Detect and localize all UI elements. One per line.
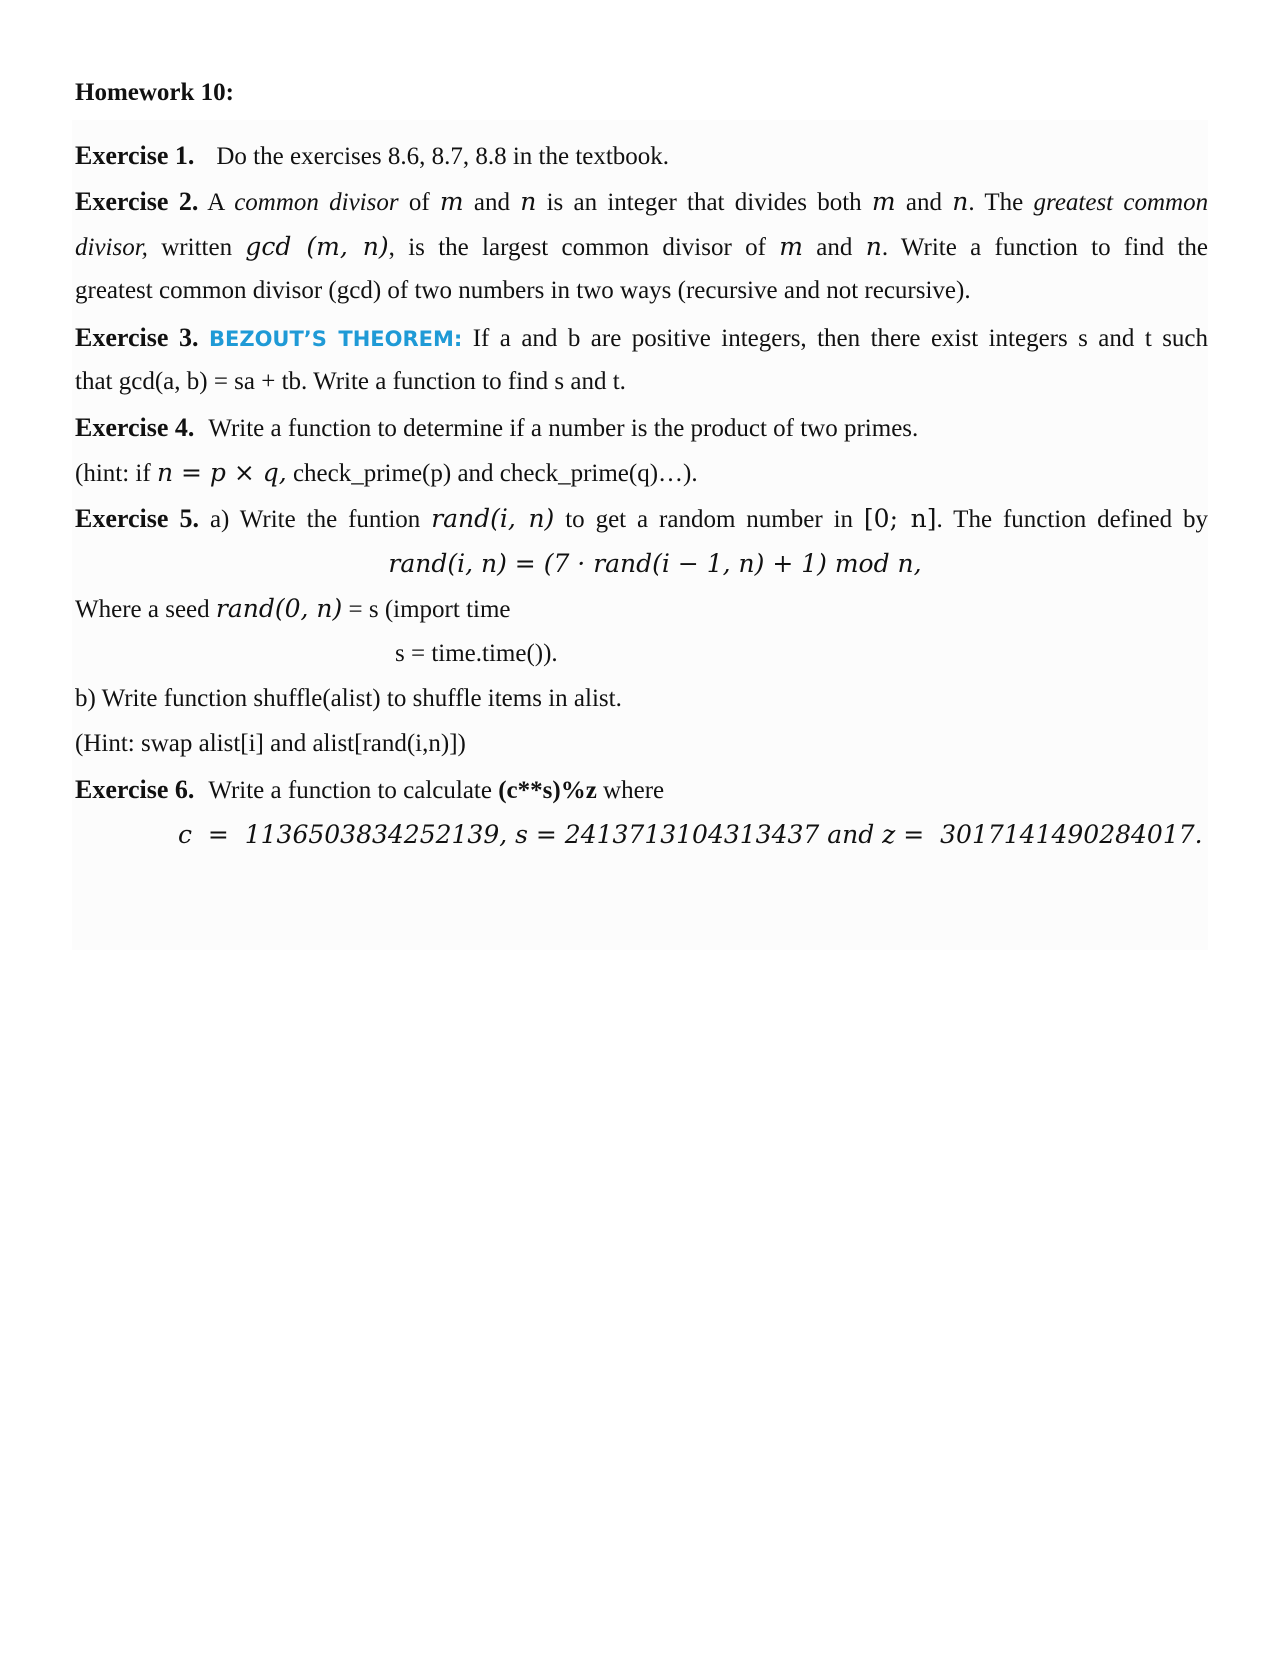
exercise-6-text: where xyxy=(603,777,665,804)
exercise-1-label: Exercise 1. xyxy=(75,141,195,170)
hint-math: n = p × q, xyxy=(156,458,287,487)
exercise-3-line-2: that gcd(a, b) = sa + tb. Write a function to find s and t. xyxy=(75,368,626,395)
exercise-4 xyxy=(75,411,1208,446)
math-m: m xyxy=(779,232,803,261)
rand-formula xyxy=(0,547,1280,582)
exercise-5-text: to get a random number in xyxy=(565,506,854,533)
math-m: m xyxy=(871,187,896,216)
exercise-5-text: . The function defined by xyxy=(936,506,1209,533)
exercise-6-values xyxy=(178,818,1208,853)
power-mod-expression: (c**s)%z xyxy=(498,777,597,804)
math-n: n xyxy=(520,187,537,216)
exercise-2-text: . The xyxy=(968,189,1024,216)
exercise-4-text: Write a function to determine if a number is the product of two primes. xyxy=(208,415,919,442)
rand-expression: rand(i, n) xyxy=(431,504,555,533)
exercise-1 xyxy=(75,139,1208,174)
seed-text: Where a seed xyxy=(75,596,210,623)
math-m: m xyxy=(439,187,464,216)
exercise-2-line-3: greatest common divisor (gcd) of two numbers in two ways (recursive and not recursive). xyxy=(75,277,971,304)
exercise-2-line-2 xyxy=(75,230,1208,265)
exercise-5-line-1 xyxy=(75,502,1208,537)
exercise-5-label: Exercise 5. xyxy=(75,504,200,533)
exercise-2-text: , is the largest common divisor of xyxy=(388,234,766,261)
divisor-term: divisor, xyxy=(75,234,148,261)
exercise-3-text: If a and b are positive integers, then there exist integers s and t such xyxy=(472,325,1209,352)
common-divisor-term: common divisor xyxy=(234,189,399,216)
exercise-2-text: A xyxy=(207,189,224,216)
exercise-3-label: Exercise 3. xyxy=(75,323,199,352)
gcd-expression: gcd (m, n) xyxy=(245,232,389,261)
exercise-6-values-text: c = 1136503834252139, s = 2413713104313437 and z = 3017141490284017. xyxy=(178,820,1203,849)
exercise-4-hint xyxy=(75,456,1208,491)
bezout-theorem-title: BEZOUT’S THEOREM: xyxy=(208,327,463,351)
exercise-6-text: Write a function to calculate xyxy=(208,777,492,804)
exercise-2-text: . Write a function to find the xyxy=(881,234,1209,261)
shuffle-hint: (Hint: swap alist[i] and alist[rand(i,n)]) xyxy=(75,730,466,757)
seed-assignment: s = time.time()). xyxy=(395,640,558,667)
exercise-2-text: of xyxy=(408,189,430,216)
seed-math: rand(0, n) xyxy=(215,594,343,623)
math-n: n xyxy=(865,232,882,261)
hint-text: (hint: if xyxy=(75,460,151,487)
exercise-2-text: and xyxy=(905,189,942,216)
exercise-4-label: Exercise 4. xyxy=(75,413,195,442)
exercise-5-text: a) Write the funtion xyxy=(209,506,421,533)
exercise-2-label: Exercise 2. xyxy=(75,187,199,216)
exercise-2-line-1 xyxy=(75,185,1208,220)
math-n: n xyxy=(952,187,969,216)
exercise-6 xyxy=(75,773,1208,808)
interval-math: [0; n] xyxy=(863,504,937,533)
greatest-common-term: greatest common xyxy=(1033,189,1209,216)
exercise-3-line-1 xyxy=(75,321,1208,356)
exercise-6-label: Exercise 6. xyxy=(75,775,195,804)
exercise-2-text: is an integer that divides both xyxy=(546,189,862,216)
seed-text: = s (import time xyxy=(348,596,511,623)
exercise-2-text: and xyxy=(816,234,853,261)
exercise-2-text: written xyxy=(161,234,233,261)
homework-title: Homework 10: xyxy=(75,79,234,106)
shuffle-task: b) Write function shuffle(alist) to shuffle items in alist. xyxy=(75,685,622,712)
exercise-2-text: and xyxy=(473,189,510,216)
rand-formula-text: rand(i, n) = (7 · rand(i − 1, n) + 1) mod n, xyxy=(388,549,922,578)
exercise-1-text: Do the exercises 8.6, 8.7, 8.8 in the textbook. xyxy=(216,143,670,170)
hint-text: check_prime(p) and check_prime(q)…). xyxy=(292,460,698,487)
seed-line xyxy=(75,592,1208,627)
